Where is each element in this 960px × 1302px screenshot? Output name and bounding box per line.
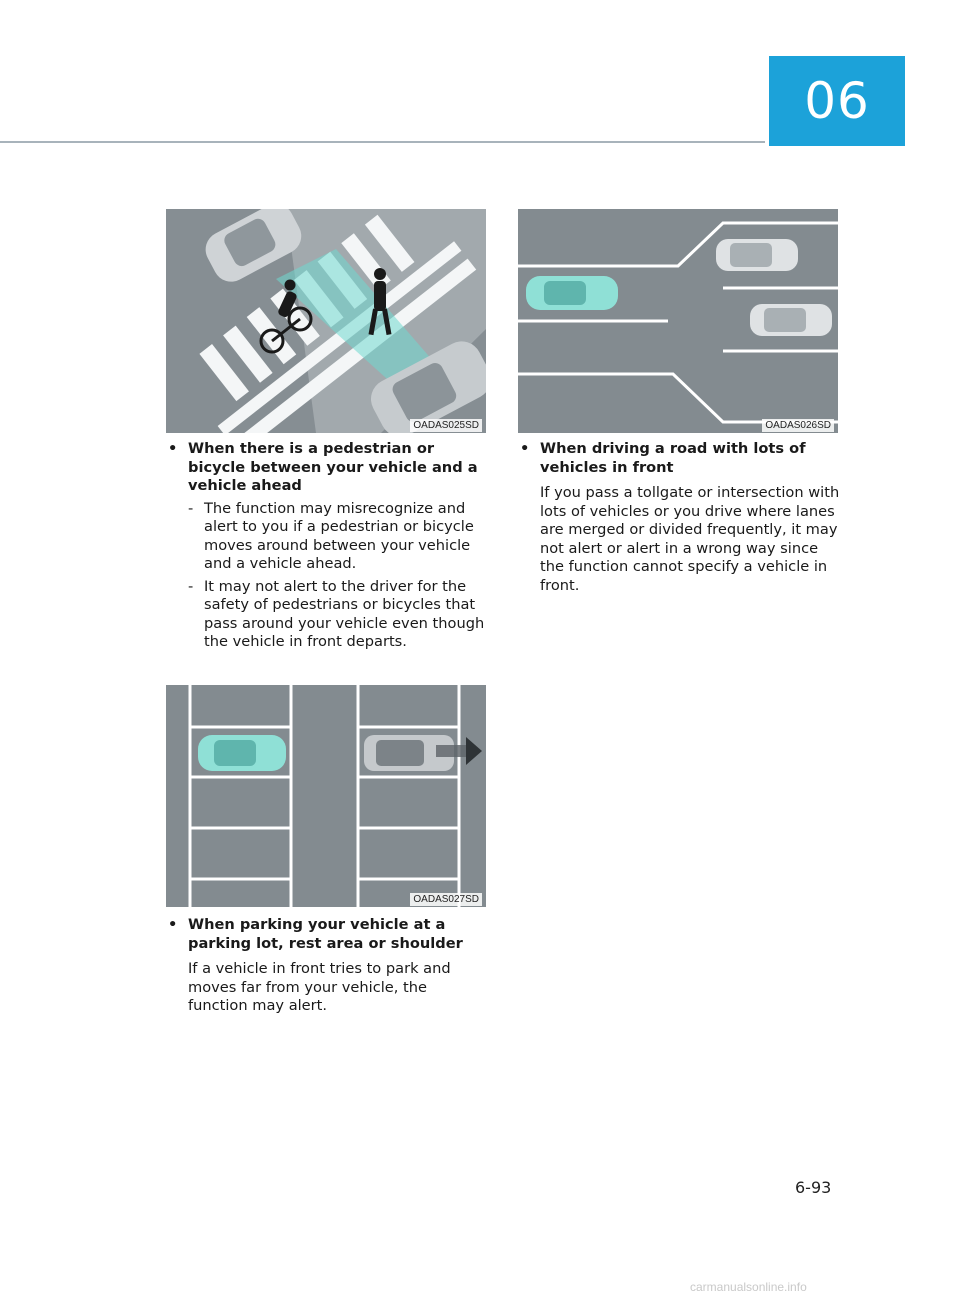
section-lots-of-vehicles	[518, 440, 840, 595]
own-car-icon	[526, 276, 618, 310]
section-heading: • When there is a pedestrian or bicycle between your vehicle and a vehicle ahead	[166, 440, 488, 496]
figure-code: OADAS026SD	[762, 419, 834, 432]
figure-parking	[166, 685, 486, 907]
dash-marker: -	[188, 499, 194, 517]
list-item	[166, 500, 488, 574]
header-rule	[0, 141, 765, 143]
parking-lot-illustration	[166, 685, 486, 907]
section-parking	[166, 916, 488, 1016]
section-pedestrian	[166, 440, 488, 652]
watermark: carmanualsonline.info	[690, 1280, 807, 1294]
list-item	[166, 578, 488, 652]
list-item-text: It may not alert to the driver for the safety of pedestrians or bicycles that pass around your vehicle even though the vehicle in front departs.	[204, 577, 485, 650]
list-item-text: The function may misrecognize and alert to you if a pedestrian or bicycle moves around between your vehicle and a vehicle ahead.	[204, 499, 474, 572]
figure-code: OADAS025SD	[410, 419, 482, 432]
crosswalk-illustration	[166, 209, 486, 433]
figure-pedestrian	[166, 209, 486, 433]
figure-lots-of-vehicles	[518, 209, 838, 433]
section-heading: • When driving a road with lots of vehicles in front	[518, 440, 840, 477]
page-number: 6-93	[795, 1178, 832, 1197]
vehicle-ahead-icon	[750, 304, 832, 336]
dash-marker: -	[188, 577, 194, 595]
chapter-tab: 06	[769, 56, 905, 146]
merging-lanes-illustration	[518, 209, 838, 433]
figure-code: OADAS027SD	[410, 893, 482, 906]
section-text: If a vehicle in front tries to park and moves far from your vehicle, the function may alert.	[188, 960, 451, 1014]
section-heading: • When parking your vehicle at a parking lot, rest area or shoulder	[166, 916, 488, 953]
vehicle-ahead-icon	[716, 239, 798, 271]
section-text: If you pass a tollgate or intersection with lots of vehicles or you drive where lanes are merged or divided frequently, it may not alert or alert in a wrong way since the function cannot specify a vehicle in front.	[540, 484, 840, 594]
own-car-icon	[198, 735, 286, 771]
